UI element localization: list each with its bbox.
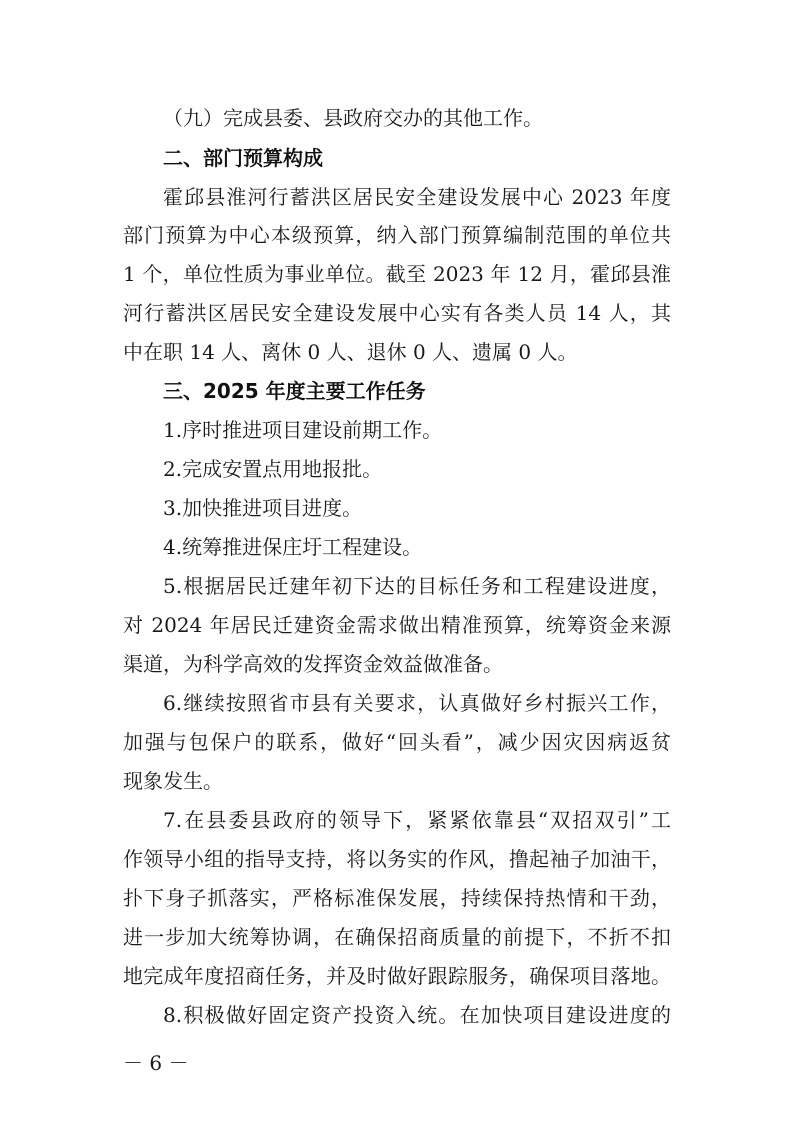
task-item-1: 1.序时推进项目建设前期工作。 xyxy=(163,418,443,442)
task-item-3: 3.加快推进项目进度。 xyxy=(163,496,363,520)
task-item-5-line: 对 2024 年居民迁建资金需求做出精准预算，统筹资金来源 xyxy=(123,613,671,637)
list-item-9: （九）完成县委、县政府交办的其他工作。 xyxy=(163,106,543,130)
task-item-7-line: 地完成年度招商任务，并及时做好跟踪服务，确保项目落地。 xyxy=(123,964,671,988)
task-item-7-line: 进一步加大统筹协调，在确保招商质量的前提下，不折不扣 xyxy=(123,925,671,949)
task-item-4: 4.统筹推进保庄圩工程建设。 xyxy=(163,535,423,559)
paragraph-line: 河行蓄洪区居民安全建设发展中心实有各类人员 14 人，其 xyxy=(123,301,671,325)
paragraph-line: 1 个，单位性质为事业单位。截至 2023 年 12 月，霍邱县淮 xyxy=(123,262,671,286)
task-item-7-line: 7.在县委县政府的领导下，紧紧依靠县“双招双引”工 xyxy=(163,808,671,832)
task-item-7-line: 扑下身子抓落实，严格标准保发展，持续保持热情和干劲， xyxy=(123,886,671,910)
task-item-8: 8.积极做好固定资产投资入统。在加快项目建设进度的 xyxy=(163,1003,671,1027)
task-item-6-line: 现象发生。 xyxy=(123,769,223,793)
task-item-7-line: 作领导小组的指导支持，将以务实的作风，撸起袖子加油干， xyxy=(123,847,671,871)
paragraph-line: 部门预算为中心本级预算，纳入部门预算编制范围的单位共 xyxy=(123,223,671,247)
paragraph-line: 中在职 14 人、离休 0 人、退休 0 人、遗属 0 人。 xyxy=(123,340,578,364)
task-item-6-line: 加强与包保户的联系，做好“回头看”，减少因灾因病返贫 xyxy=(123,730,671,754)
task-item-2: 2.完成安置点用地报批。 xyxy=(163,457,383,481)
task-item-6-line: 6.继续按照省市县有关要求，认真做好乡村振兴工作， xyxy=(163,691,671,715)
paragraph-line: 霍邱县淮河行蓄洪区居民安全建设发展中心 2023 年度 xyxy=(163,185,671,209)
task-item-5-line: 5.根据居民迁建年初下达的目标任务和工程建设进度， xyxy=(163,574,671,598)
page-number: － 6 － xyxy=(123,1051,189,1075)
section-heading-budget-composition: 二、部门预算构成 xyxy=(163,146,323,170)
task-item-5-line: 渠道，为科学高效的发挥资金效益做准备。 xyxy=(123,652,503,676)
section-heading-2025-tasks: 三、2025 年度主要工作任务 xyxy=(163,379,426,403)
